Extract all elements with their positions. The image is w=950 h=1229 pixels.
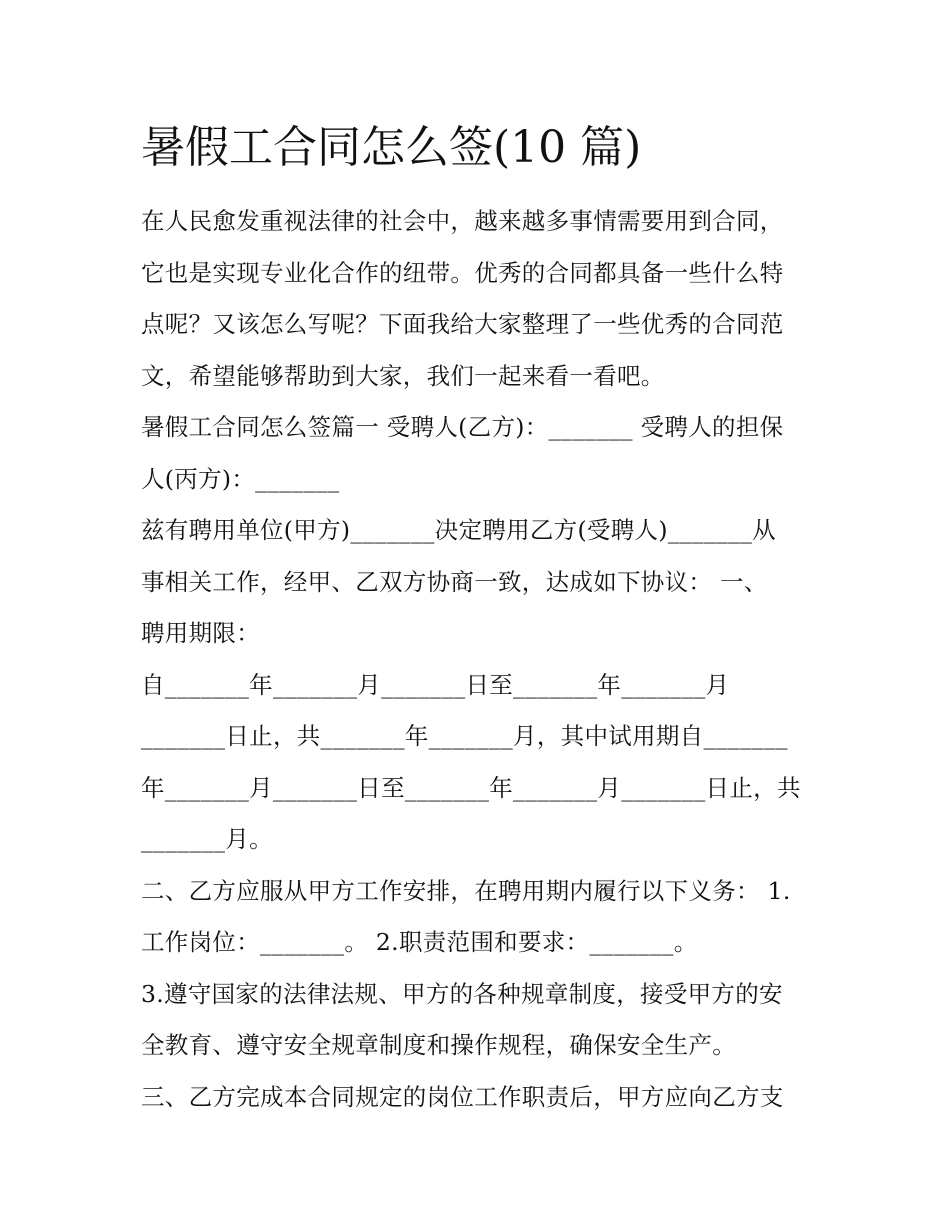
- document-title: 暑假工合同怎么签(10 篇): [141, 122, 642, 173]
- text-line: 3.遵守国家的法律法规、甲方的各种规章制度，接受甲方的安: [141, 979, 783, 1008]
- text-line: 聘用期限：: [141, 619, 260, 647]
- text-line: 事相关工作，经甲、乙双方协商一致，达成如下协议： 一、: [141, 567, 768, 596]
- text-line: 它也是实现专业化合作的纽带。优秀的合同都具备一些什么特: [141, 258, 784, 287]
- document-page: [141, 118, 821, 1123]
- text-line: 年_______月_______日至_______年_______月_______日止，共: [141, 773, 801, 802]
- text-line: 兹有聘用单位(甲方)_______决定聘用乙方(受聘人)_______从: [141, 516, 776, 544]
- text-line: 文，希望能够帮助到大家，我们一起来看一看吧。: [141, 361, 665, 390]
- text-line: 暑假工合同怎么签篇一 受聘人(乙方)：_______ 受聘人的担保: [141, 413, 784, 441]
- text-line: 三、乙方完成本合同规定的岗位工作职责后，甲方应向乙方支: [141, 1082, 784, 1111]
- text-line: 在人民愈发重视法律的社会中，越来越多事情需要用到合同，: [141, 207, 784, 235]
- document-body: [141, 196, 821, 1123]
- text-line: 点呢？又该怎么写呢？下面我给大家整理了一些优秀的合同范: [141, 310, 784, 338]
- text-line: 人(丙方)：_______: [141, 464, 340, 493]
- text-line: 全教育、遵守安全规章制度和操作规程，确保安全生产。: [141, 1031, 736, 1059]
- text-line: 自_______年_______月_______日至_______年_______月: [141, 670, 730, 699]
- text-line: _______月。: [141, 825, 273, 853]
- text-line: 二、乙方应服从甲方工作安排，在聘用期内履行以下义务： 1.: [141, 876, 791, 905]
- text-line: 工作岗位：_______。 2.职责范围和要求：_______。: [141, 928, 698, 956]
- text-line: _______日止，共_______年_______月，其中试用期自_______: [141, 722, 788, 750]
